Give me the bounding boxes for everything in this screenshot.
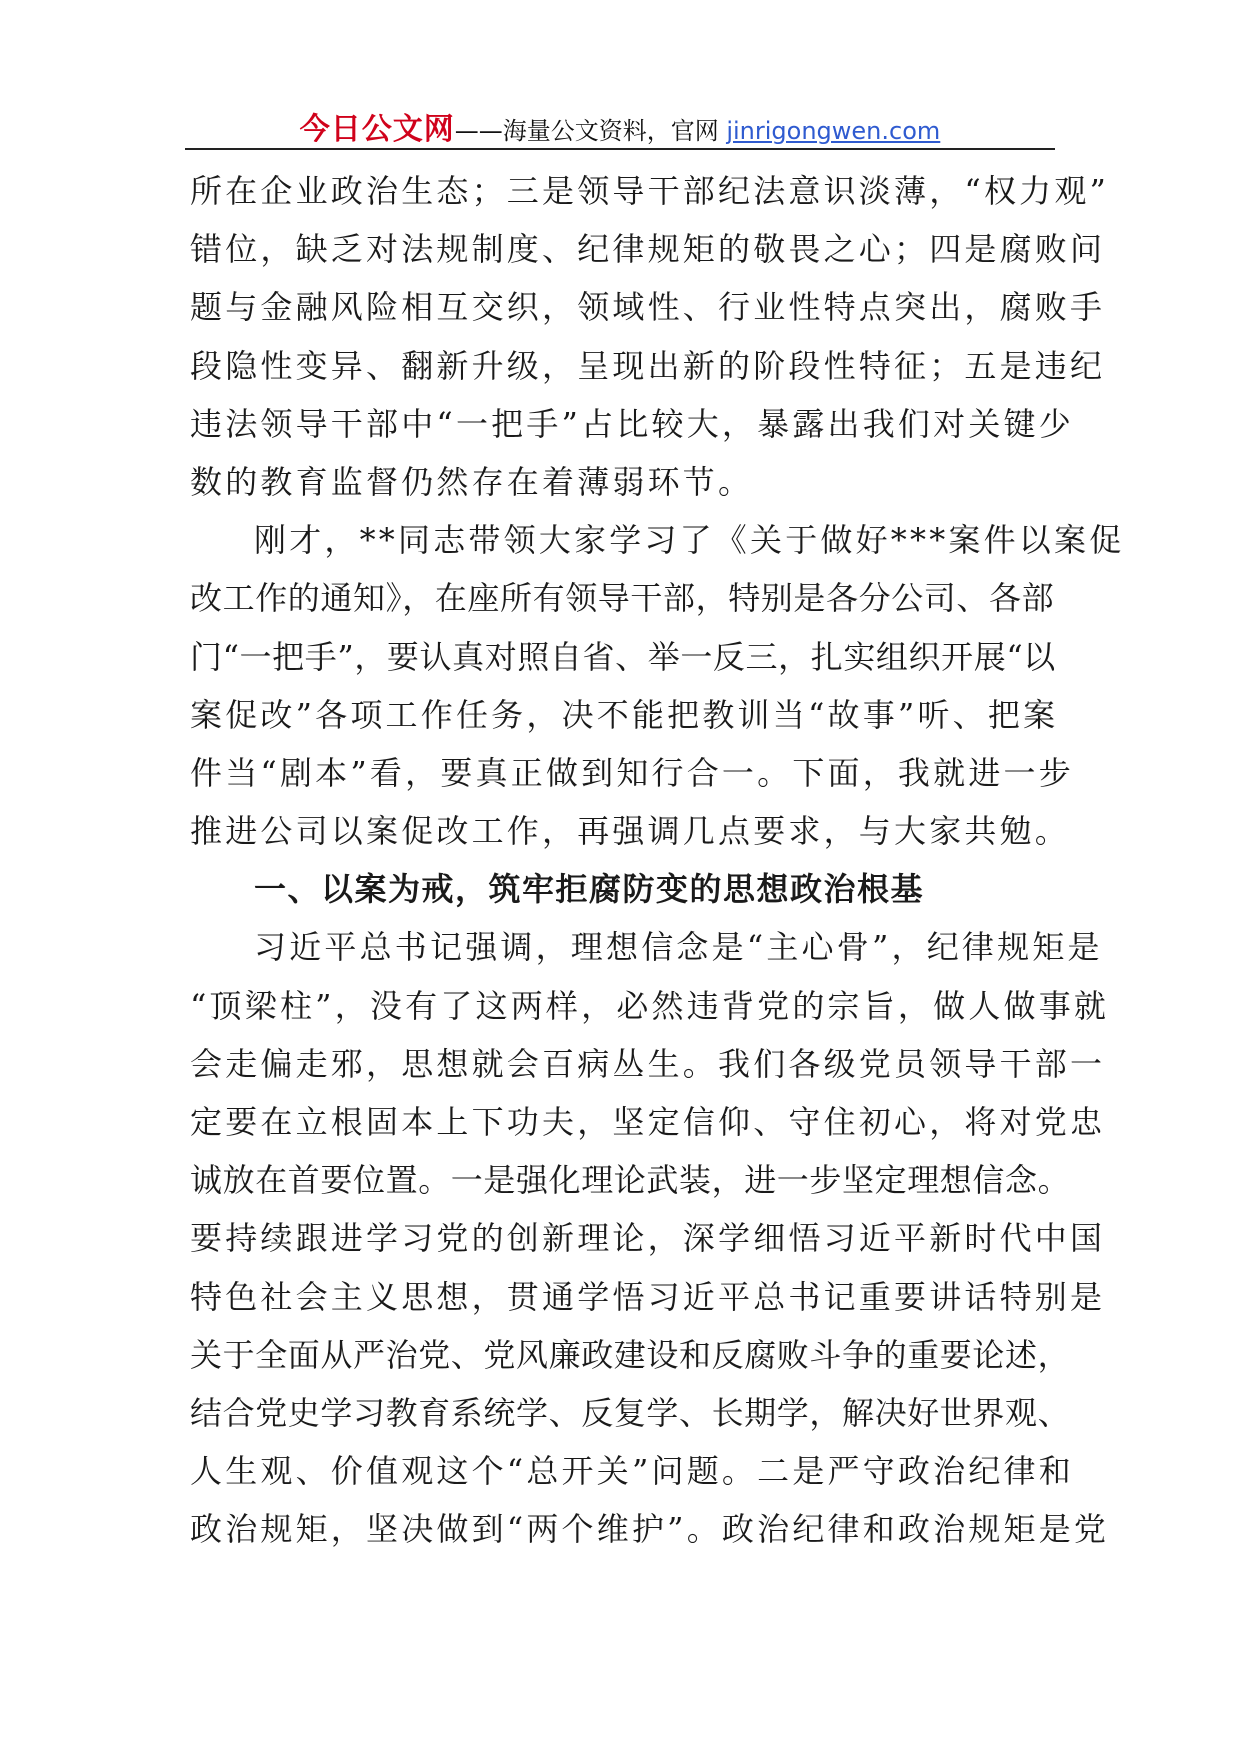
text-line: 关于全面从严治党、党风廉政建设和反腐败斗争的重要论述， [190, 1335, 1071, 1374]
paragraph-first-line: 刚才，**同志带领大家学习了《关于做好***案件以案促 [254, 521, 1125, 560]
site-header [185, 104, 1055, 148]
text-line: 件当“剧本”看，要真正做到知行合一。下面，我就进一步 [190, 753, 1074, 792]
text-line: 特色社会主义思想，贯通学悟习近平总书记重要讲话特别是 [190, 1277, 1106, 1316]
section-heading: 一、以案为戒，筑牢拒腐防变的思想政治根基 [254, 870, 925, 909]
text-line: 结合党史学习教育系统学、反复学、长期学，解决好世界观、 [190, 1393, 1071, 1432]
text-line: 段隐性变异、翻新升级，呈现出新的阶段性特征；五是违纪 [190, 346, 1106, 385]
text-line: 会走偏走邪，思想就会百病丛生。我们各级党员领导干部一 [190, 1044, 1106, 1083]
text-line: 题与金融风险相互交织，领域性、行业性特点突出，腐败手 [190, 288, 1106, 327]
text-line: 违法领导干部中“一把手”占比较大，暴露出我们对关键少 [190, 404, 1074, 443]
site-tagline: ——海量公文资料，官网 [454, 117, 727, 145]
text-line: 数的教育监督仍然存在着薄弱环节。 [190, 462, 754, 501]
text-line: 要持续跟进学习党的创新理论，深学细悟习近平新时代中国 [190, 1219, 1106, 1258]
paragraph-first-line: 习近平总书记强调，理想信念是“主心骨”，纪律规矩是 [254, 928, 1103, 967]
text-line: 人生观、价值观这个“总开关”问题。二是严守政治纪律和 [190, 1452, 1074, 1491]
text-line: 所在企业政治生态；三是领导干部纪法意识淡薄，“权力观” [190, 172, 1110, 210]
header-divider [185, 148, 1055, 150]
text-line: 定要在立根固本上下功夫，坚定信仰、守住初心，将对党忠 [190, 1103, 1106, 1141]
text-line: 案促改”各项工作任务，决不能把教训当“故事”听、把案 [190, 695, 1059, 734]
text-line: 政治规矩，坚决做到“两个维护”。政治纪律和政治规矩是党 [190, 1510, 1110, 1549]
text-line: “顶梁柱”，没有了这两样，必然违背党的宗旨，做人做事就 [190, 986, 1110, 1025]
text-line: 门“一把手”，要认真对照自省、举一反三，扎实组织开展“以 [190, 637, 1056, 676]
text-line: 推进公司以案促改工作，再强调几点要求，与大家共勉。 [190, 812, 1071, 851]
text-line: 诚放在首要位置。一是强化理论武装，进一步坚定理想信念。 [190, 1161, 1071, 1200]
text-line: 错位，缺乏对法规制度、纪律规矩的敬畏之心；四是腐败问 [190, 230, 1106, 269]
site-brand: 今日公文网 [299, 112, 455, 147]
text-line: 改工作的通知》，在座所有领导干部，特别是各分公司、各部 [190, 579, 1055, 618]
site-url-link[interactable]: jinrigongwen.com [726, 117, 941, 145]
document-body [190, 162, 1125, 1559]
